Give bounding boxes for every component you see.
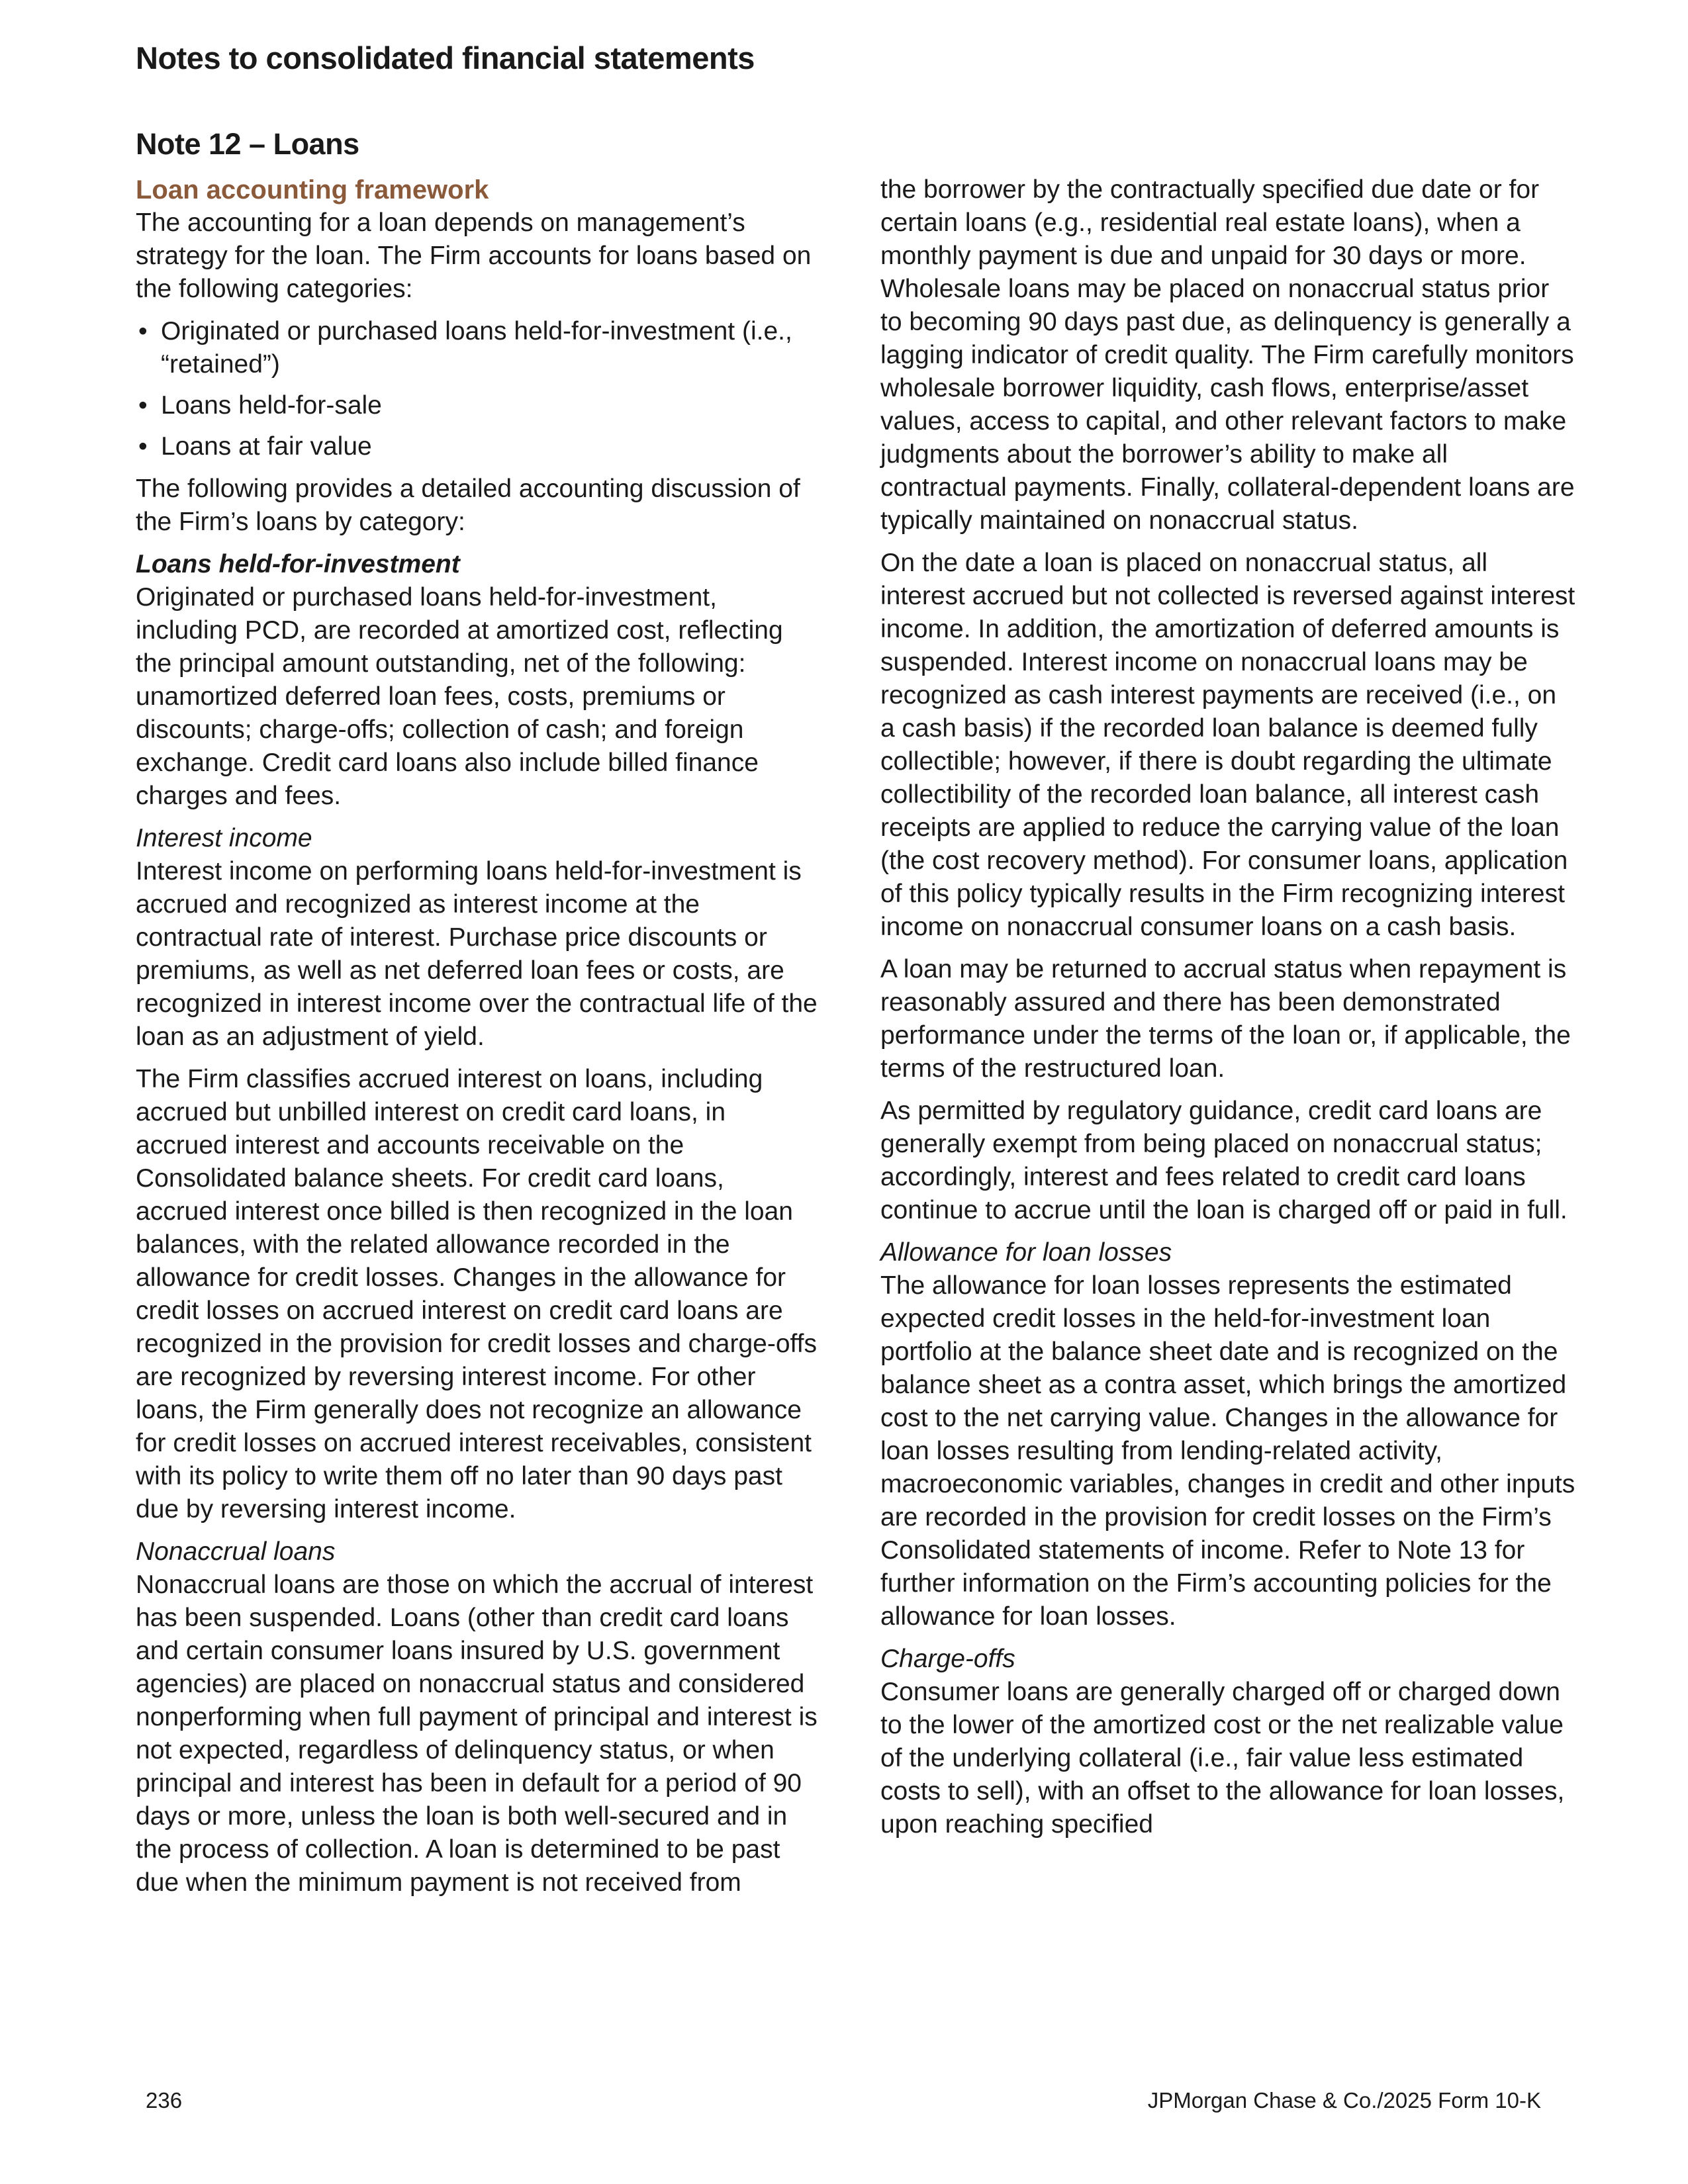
list-item: • Loans held-for-sale: [136, 389, 821, 422]
right-column: [880, 173, 1575, 1850]
paragraph-charge-offs: Consumer loans are generally charged off or charged down to the lower of the amortized cost or the net realizable value of the underlying collateral (i.e., fair value less estimated costs to sell), with an offset to the allowance for loan losses, upon reaching specified: [880, 1678, 1565, 1839]
heading-interest-income: Interest income: [136, 824, 312, 852]
paragraph-nonaccrual-continued: the borrower by the contractually specified due date or for certain loans (e.g., residential real estate loans), when a monthly payment is due and unpaid for 30 days or more. Wholesale loans may be placed on nonaccrual status prior to becoming 90 days past due, as delinquency is generally a lagging indicator of credit quality. The Firm carefully monitors wholesale borrower liquidity, cash flows, enterprise/asset values, access to capital, and other relevant factors to make judgments about the borrower’s ability to make all contractual payments. Finally, collateral-dependent loans are typically maintained on nonaccrual status.: [880, 175, 1575, 535]
publication-footer: JPMorgan Chase & Co./2025 Form 10-K: [1147, 2088, 1541, 2113]
list-item: • Originated or purchased loans held-for-investment (i.e., “retained”): [136, 315, 821, 381]
paragraph-held-for-investment: Originated or purchased loans held-for-investment, including PCD, are recorded at amortized cost, reflecting the principal amount outstanding, net of the following: unamortized deferred loan fees, costs, premiums or discounts; charge-offs; collection of cash; and foreign exchange. Credit card loans also include billed finance charges and fees.: [136, 583, 783, 810]
paragraph-interest-income: Interest income on performing loans held-for-investment is accrued and recognized as interest income at the contractual rate of interest. Purchase price discounts or premiums, as well as net deferred loan fees or costs, are recognized in interest income over the contractual life of the loan as an adjustment of yield.: [136, 857, 818, 1051]
paragraph-allowance: The allowance for loan losses represents the estimated expected credit losses in the held-for-investment loan portfolio at the balance sheet date and is recognized on the balance sheet as a contra asset, which brings the amortized cost to the net carrying value. Changes in the allowance for loan losses resulting from lending-related activity, macroeconomic variables, changes in credit and other inputs are recorded in the provision for credit losses on the Firm’s Consolidated statements of income. Refer to Note 13 for further information on the Firm’s accounting policies for the allowance for loan losses.: [880, 1271, 1575, 1631]
heading-charge-offs: Charge-offs: [880, 1645, 1015, 1673]
page-header-title: Notes to consolidated financial statements: [136, 40, 755, 75]
paragraph-return-to-accrual: A loan may be returned to accrual status when repayment is reasonably assured and there has been demonstrated performance under the terms of the loan or, if applicable, the terms of the restructured loan.: [880, 955, 1571, 1083]
heading-loans-held-for-investment: Loans held-for-investment: [136, 550, 460, 578]
page-number: 236: [146, 2088, 183, 2113]
heading-loan-accounting-framework: Loan accounting framework: [136, 175, 489, 205]
heading-nonaccrual-loans: Nonaccrual loans: [136, 1537, 336, 1566]
note-title: Note 12 – Loans: [136, 127, 359, 161]
list-item: • Loans at fair value: [136, 430, 821, 463]
paragraph-nonaccrual-loans: Nonaccrual loans are those on which the accrual of interest has been suspended. Loans (other than credit card loans and certain consumer loans insured by U.S. government agencies) are placed on nonaccrual status and considered nonperforming when full payment of principal and interest is not expected, regardless of delinquency status, or when principal and interest has been in default for a period of 90 days or more, unless the loan is both well-secured and in the process of collection. A loan is determined to be past due when the minimum payment is not received from: [136, 1570, 818, 1897]
loan-categories-list: [136, 315, 821, 463]
paragraph-category-discussion: The following provides a detailed accounting discussion of the Firm’s loans by category:: [136, 475, 800, 536]
left-column: [136, 173, 821, 1909]
heading-allowance-for-loan-losses: Allowance for loan losses: [880, 1238, 1172, 1267]
paragraph-credit-card-exemption: As permitted by regulatory guidance, credit card loans are generally exempt from being placed on nonaccrual status; accordingly, interest and fees related to credit card loans continue to accrue until the loan is charged off or paid in full.: [880, 1097, 1568, 1224]
paragraph-accrued-interest: The Firm classifies accrued interest on loans, including accrued but unbilled interest on credit card loans, in accrued interest and accounts receivable on the Consolidated balance sheets. For credit card loans, accrued interest once billed is then recognized in the loan balances, with the related allowance recorded in the allowance for credit losses. Changes in the allowance for credit losses on accrued interest on credit card loans are recognized in the provision for credit losses and charge-offs are recognized by reversing interest income. For other loans, the Firm generally does not recognize an allowance for credit losses on accrued interest receivables, consistent with its policy to write them off no later than 90 days past due by reversing interest income.: [136, 1065, 818, 1524]
paragraph-framework-intro: The accounting for a loan depends on management’s strategy for the loan. The Firm accounts for loans based on the following categories:: [136, 208, 812, 303]
paragraph-nonaccrual-status: On the date a loan is placed on nonaccrual status, all interest accrued but not collected is reversed against interest income. In addition, the amortization of deferred amounts is suspended. Interest income on nonaccrual loans may be recognized as cash interest payments are received (i.e., on a cash basis) if the recorded loan balance is deemed fully collectible; however, if there is doubt regarding the ultimate collectibility of the recorded loan balance, all interest cash receipts are applied to reduce the carrying value of the loan (the cost recovery method). For consumer loans, application of this policy typically results in the Firm recognizing interest income on nonaccrual consumer loans on a cash basis.: [880, 549, 1575, 941]
